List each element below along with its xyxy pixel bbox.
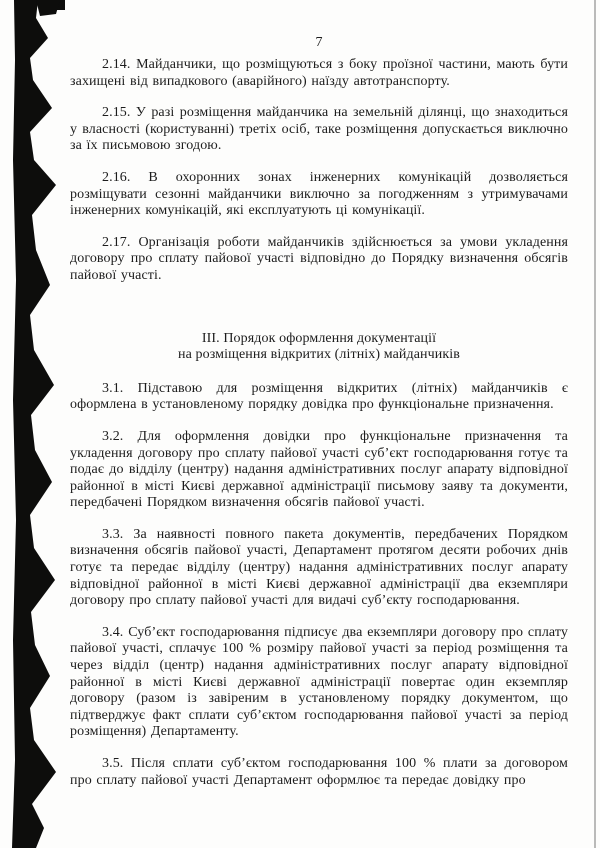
paragraph-2-14: 2.14. Майданчики, що розміщуються з боку проїзної частини, мають бути захищені від випадкового (аварійного) наїзду автотранспорту. — [70, 57, 568, 89]
page-content — [70, 0, 568, 789]
scan-binding-artifact — [0, 0, 65, 848]
paragraph-3-2: 3.2. Для оформлення довідки про функціональне призначення та укладення договору про сплату пайової участі суб’єкт господарювання готує та подає до відділу (центру) надання адміністративних послуг апарату відповідної районної в місті Києві державної адміністрації письмову заяву та документи, передбачені Порядком визначення обсягів пайової участі. — [70, 428, 568, 511]
paragraph-3-4: 3.4. Суб’єкт господарювання підписує два екземпляри договору про сплату пайової участі, сплачує 100 % розміру пайової участі за період розміщення та через відділ (центр) надання адміністративних послуг апарату відповідної районної в місті Києві державної адміністрації повертає один екземпляр договору (разом із завіреним в установленому порядку документом, що підтверджує факт сплати суб’єктом господарювання пайової участі за період розміщення) Департаменту. — [70, 624, 568, 740]
paragraph-3-3: 3.3. За наявності повного пакета документів, передбачених Порядком визначення обсягів пайової участі, Департамент протягом десяти робочих днів готує та передає відділу (центру) надання адміністративних послуг апарату відповідної районної в місті Києві державної адміністрації два екземпляри договору про сплату пайової участі для видачі суб’єкту господарювання. — [70, 526, 568, 609]
section-3-heading-line1: III. Порядок оформлення документації — [201, 330, 437, 346]
section-3-heading-line2: на розміщення відкритих (літніх) майданчиків — [178, 347, 460, 363]
page-number: 7 — [315, 35, 323, 50]
paragraph-2-15: 2.15. У разі розміщення майданчика на земельній ділянці, що знаходиться у власності (користуванні) третіх осіб, таке розміщення допускається виключно за їх письмовою згодою. — [70, 105, 568, 154]
paragraph-2-16: 2.16. В охоронних зонах інженерних комунікацій дозволяється розміщувати сезонні майданчики виключно за погодженням з утримувачами інженерних комунікацій, які експлуатують ці комунікації. — [70, 169, 568, 219]
paragraph-3-1: 3.1. Підставою для розміщення відкритих (літніх) майданчиків є оформлена в установленому порядку довідка про функціональне призначення. — [70, 380, 568, 413]
paragraph-3-5: 3.5. Після сплати суб’єктом господарювання 100 % плати за договором про сплату пайової участі Департамент оформлює та передає довідку про — [70, 756, 568, 788]
scan-edge-line — [594, 0, 596, 848]
section-3-heading — [70, 331, 568, 364]
paragraph-2-17: 2.17. Організація роботи майданчиків здійснюється за умови укладення договору про сплату пайової участі відповідно до Порядку визначення обсягів пайової участі. — [70, 234, 568, 283]
